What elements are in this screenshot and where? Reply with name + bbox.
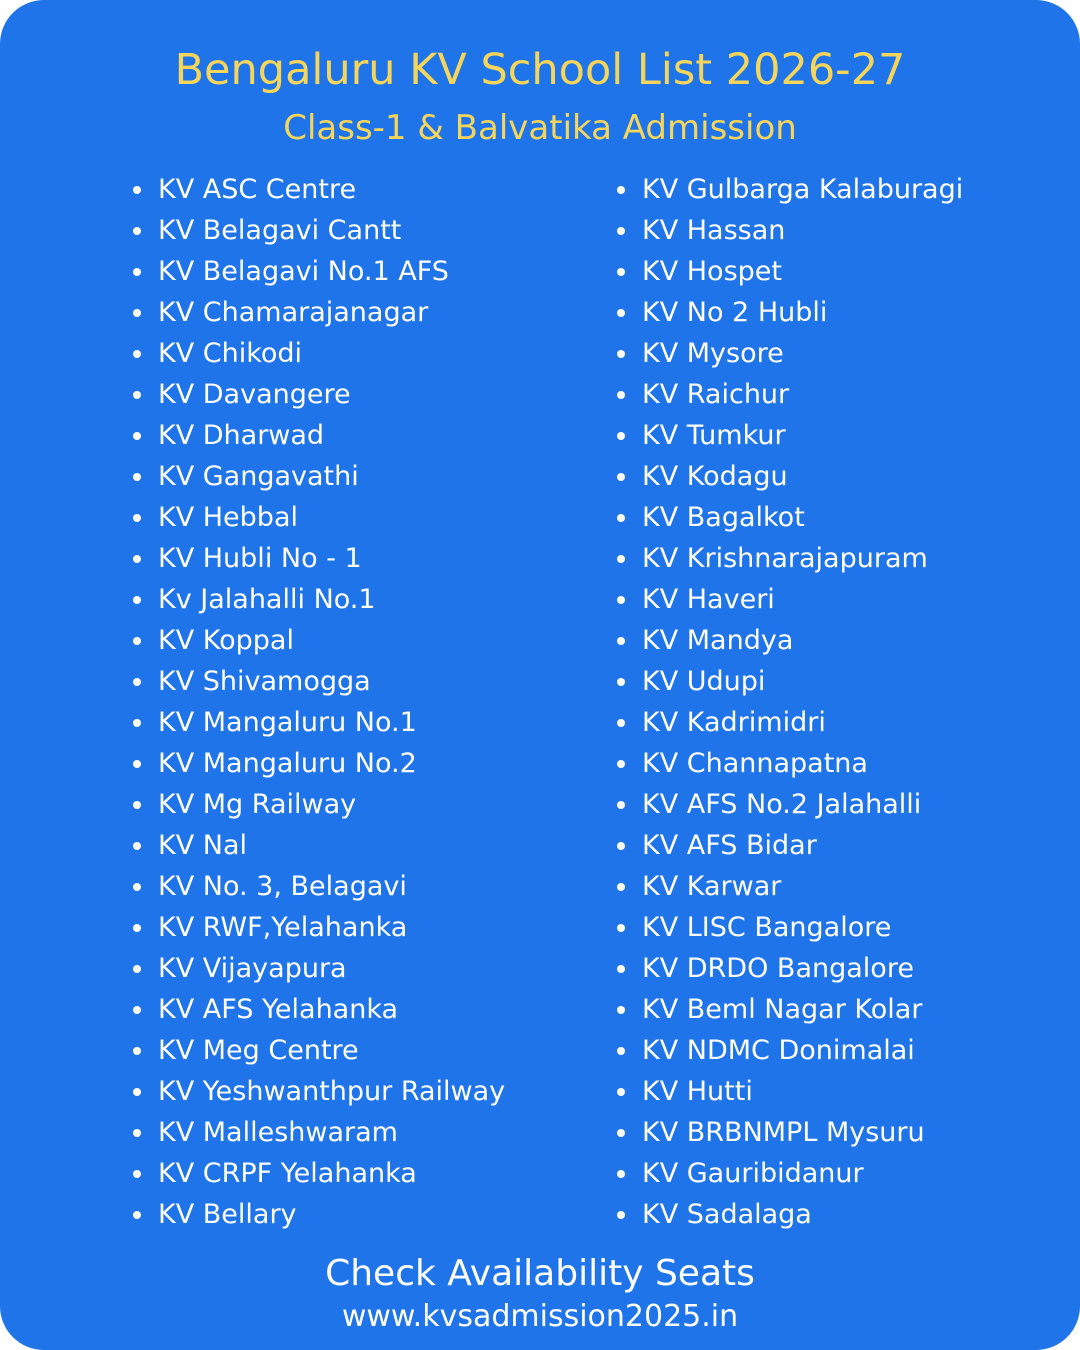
school-list-item [614, 661, 1074, 702]
school-name: KV Dharwad [158, 420, 325, 451]
school-name: Kv Jalahalli No.1 [158, 584, 376, 615]
school-name: KV Meg Centre [158, 1035, 359, 1066]
page-title: Bengaluru KV School List 2026-27 [174, 45, 906, 95]
school-list-item [614, 251, 1074, 292]
bullet-icon [133, 1047, 141, 1055]
school-name: KV Kadrimidri [642, 707, 826, 738]
school-name: KV Hospet [642, 256, 782, 287]
bullet-icon [133, 309, 141, 317]
bullet-icon [133, 227, 141, 235]
school-list-item [614, 743, 1074, 784]
school-name: KV Shivamogga [158, 666, 371, 697]
school-list-item [614, 415, 1074, 456]
school-name: KV Chikodi [158, 338, 303, 369]
school-name: KV Koppal [158, 625, 294, 656]
bullet-icon [617, 801, 625, 809]
bullet-icon [133, 391, 141, 399]
school-name: KV Hebbal [158, 502, 298, 533]
school-name: KV Chamarajanagar [158, 297, 429, 328]
bullet-icon [617, 1047, 625, 1055]
bullet-icon [133, 1170, 141, 1178]
school-name: KV Mangaluru No.1 [158, 707, 417, 738]
school-name: KV Mangaluru No.2 [158, 748, 417, 779]
school-list-item [130, 661, 600, 702]
bullet-icon [133, 186, 141, 194]
school-name: KV Tumkur [642, 420, 786, 451]
school-name: KV Davangere [158, 379, 351, 410]
school-name: KV Kodagu [642, 461, 788, 492]
bullet-icon [617, 1006, 625, 1014]
school-list-item [614, 1112, 1074, 1153]
website-url: www.kvsadmission2025.in [341, 1299, 739, 1334]
bullet-icon [133, 350, 141, 358]
school-list-item [130, 907, 600, 948]
school-name: KV Bellary [158, 1199, 297, 1230]
bullet-icon [133, 1088, 141, 1096]
school-name: KV AFS Yelahanka [158, 994, 399, 1025]
school-list-item [130, 1071, 600, 1112]
school-name: KV Belagavi Cantt [158, 215, 402, 246]
school-name: KV Malleshwaram [158, 1117, 398, 1148]
bullet-icon [617, 842, 625, 850]
school-list-item [614, 579, 1074, 620]
school-list-item [614, 948, 1074, 989]
school-name: KV Bagalkot [642, 502, 805, 533]
bullet-icon [617, 760, 625, 768]
bullet-icon [133, 1006, 141, 1014]
bullet-icon [133, 473, 141, 481]
school-list-item [614, 1153, 1074, 1194]
school-name: KV No. 3, Belagavi [158, 871, 407, 902]
bullet-icon [133, 432, 141, 440]
school-list-item [614, 333, 1074, 374]
bullet-icon [133, 596, 141, 604]
school-list-item [130, 292, 600, 333]
school-list-item [130, 866, 600, 907]
school-name: KV Vijayapura [158, 953, 347, 984]
school-list-item [130, 579, 600, 620]
bullet-icon [617, 719, 625, 727]
school-list-item [130, 1112, 600, 1153]
school-list-item [130, 251, 600, 292]
school-name: KV Mg Railway [158, 789, 357, 820]
bullet-icon [133, 924, 141, 932]
page-subtitle: Class-1 & Balvatika Admission [283, 108, 797, 148]
school-name: KV ASC Centre [158, 174, 357, 205]
school-name: KV Gulbarga Kalaburagi [642, 174, 964, 205]
school-list-item [130, 374, 600, 415]
school-name: KV Sadalaga [642, 1199, 812, 1230]
school-list-item [614, 292, 1074, 333]
school-name: KV Raichur [642, 379, 790, 410]
bullet-icon [133, 883, 141, 891]
school-list-left [130, 169, 600, 1235]
school-name: KV BRBNMPL Mysuru [642, 1117, 925, 1148]
bullet-icon [617, 268, 625, 276]
bullet-icon [133, 514, 141, 522]
school-list-item [130, 1153, 600, 1194]
bullet-icon [133, 637, 141, 645]
school-name: KV Hassan [642, 215, 786, 246]
bullet-icon [133, 842, 141, 850]
school-name: KV Mysore [642, 338, 784, 369]
bullet-icon [617, 678, 625, 686]
school-list-item [614, 907, 1074, 948]
bullet-icon [133, 1129, 141, 1137]
school-name: KV AFS Bidar [642, 830, 817, 861]
school-list-item [130, 989, 600, 1030]
bullet-icon [617, 596, 625, 604]
school-name: KV Krishnarajapuram [642, 543, 928, 574]
school-list-item [614, 989, 1074, 1030]
school-list-item [130, 415, 600, 456]
bullet-icon [133, 678, 141, 686]
school-name: KV Karwar [642, 871, 782, 902]
school-name: KV Yeshwanthpur Railway [158, 1076, 506, 1107]
bullet-icon [133, 268, 141, 276]
bullet-icon [133, 760, 141, 768]
bullet-icon [617, 1211, 625, 1219]
bullet-icon [133, 555, 141, 563]
bullet-icon [617, 1129, 625, 1137]
school-list-item [614, 702, 1074, 743]
school-list-item [130, 743, 600, 784]
bullet-icon [617, 1170, 625, 1178]
school-list-item [130, 702, 600, 743]
school-name: KV NDMC Donimalai [642, 1035, 915, 1066]
school-list-item [614, 497, 1074, 538]
bullet-icon [617, 186, 625, 194]
school-name: KV LISC Bangalore [642, 912, 892, 943]
bullet-icon [133, 1211, 141, 1219]
school-list-item [130, 784, 600, 825]
school-name: KV Beml Nagar Kolar [642, 994, 923, 1025]
bullet-icon [617, 1088, 625, 1096]
school-list-item [130, 169, 600, 210]
bullet-icon [617, 350, 625, 358]
bullet-icon [133, 965, 141, 973]
bullet-icon [617, 432, 625, 440]
bullet-icon [617, 514, 625, 522]
school-name: KV Gangavathi [158, 461, 359, 492]
school-list-item [130, 620, 600, 661]
school-name: KV No 2 Hubli [642, 297, 828, 328]
bullet-icon [617, 227, 625, 235]
school-list-item [614, 1030, 1074, 1071]
school-name: KV Belagavi No.1 AFS [158, 256, 449, 287]
school-name: KV Channapatna [642, 748, 868, 779]
bullet-icon [617, 883, 625, 891]
school-list-item [130, 456, 600, 497]
school-list-item [130, 1194, 600, 1235]
school-name: KV CRPF Yelahanka [158, 1158, 417, 1189]
school-list-item [614, 210, 1074, 251]
school-name: KV DRDO Bangalore [642, 953, 914, 984]
school-list-item [130, 825, 600, 866]
school-list-item [130, 497, 600, 538]
school-list-item [614, 1194, 1074, 1235]
school-name: KV AFS No.2 Jalahalli [642, 789, 922, 820]
school-name: KV Hutti [642, 1076, 753, 1107]
school-name: KV Gauribidanur [642, 1158, 864, 1189]
check-availability-text: Check Availability Seats [325, 1253, 755, 1294]
school-list-item [614, 620, 1074, 661]
school-name: KV Nal [158, 830, 248, 861]
school-list-item [130, 333, 600, 374]
school-name: KV Udupi [642, 666, 766, 697]
school-name: KV Haveri [642, 584, 775, 615]
bullet-icon [617, 473, 625, 481]
school-list-item [614, 169, 1074, 210]
school-name: KV Hubli No - 1 [158, 543, 362, 574]
school-list-item [614, 456, 1074, 497]
school-list-item [130, 948, 600, 989]
bullet-icon [133, 719, 141, 727]
school-list-item [614, 1071, 1074, 1112]
school-list-item [130, 210, 600, 251]
school-name: KV RWF,Yelahanka [158, 912, 408, 943]
bullet-icon [617, 309, 625, 317]
bullet-icon [617, 637, 625, 645]
bullet-icon [617, 391, 625, 399]
school-list-item [614, 825, 1074, 866]
school-list-right [614, 169, 1074, 1235]
school-list-item [614, 374, 1074, 415]
school-list-item [130, 1030, 600, 1071]
school-list-item [614, 538, 1074, 579]
bullet-icon [133, 801, 141, 809]
bullet-icon [617, 555, 625, 563]
bullet-icon [617, 965, 625, 973]
bullet-icon [617, 924, 625, 932]
school-list-item [614, 866, 1074, 907]
school-list-item [614, 784, 1074, 825]
school-name: KV Mandya [642, 625, 794, 656]
school-list-item [130, 538, 600, 579]
